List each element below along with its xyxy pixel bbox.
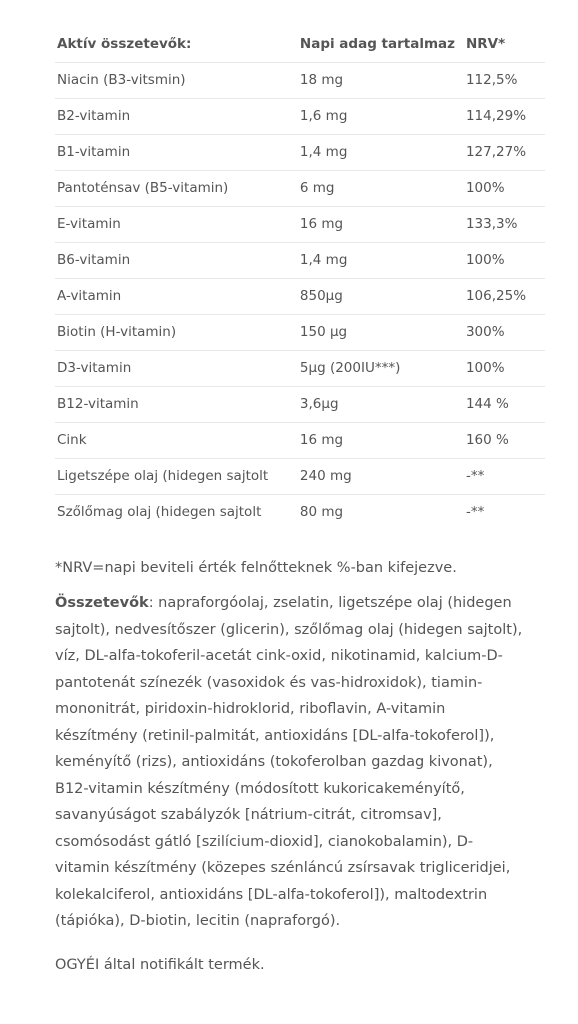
ingredient-nrv: 106,25% xyxy=(465,288,527,304)
ingredient-amount: 16 mg xyxy=(299,432,344,448)
table-row xyxy=(55,458,545,494)
ingredient-name: Cink xyxy=(57,432,87,448)
ingredient-name: Szőlőmag olaj (hidegen sajtolt xyxy=(57,504,262,521)
table-body xyxy=(55,62,545,530)
ingredient-nrv: 100% xyxy=(465,180,505,196)
ingredient-name: Pantoténsav (B5-vitamin) xyxy=(57,180,229,196)
ingredient-nrv: 100% xyxy=(465,360,505,376)
table-header xyxy=(55,26,545,62)
table-row xyxy=(55,386,545,422)
ingredient-amount: 240 mg xyxy=(299,468,352,484)
notification-statement: OGYÉI által notifikált termék. xyxy=(55,956,265,973)
table-row xyxy=(55,170,545,206)
ingredient-amount: 1,6 mg xyxy=(299,108,348,124)
ingredient-nrv: 133,3% xyxy=(465,216,518,232)
ingredient-amount: 1,4 mg xyxy=(299,252,348,268)
ingredients-label: Összetevők xyxy=(55,595,149,611)
ingredients-text: : napraforgóolaj, zselatin, ligetszépe olaj (hidegen sajtolt), nedvesítőszer (glicerin), szőlőmag olaj (hidegen sajtolt), víz, DL-alfa-tokoferil-acetát cink-oxid, nikotinamid, kalcium-D-pantotenát színezék (vasoxidok és vas-hidroxidok), tiamin-mononitrát, piridoxin-hidroklorid, riboflavin, A-vitamin készítmény (retinil-palmitát, antioxidáns [DL-alfa-tokoferol]), keményítő (rizs), antioxidáns (tokoferolban gazdag kivonat), B12-vitamin készítmény (módosított kukoricakeményítő, savanyúságot szabályzók [nátrium-citrát, citromsav], csomósodást gátló [szilícium-dioxid], cianokobalamin), D-vitamin készítmény (közepes szénláncú zsírsavak trigliceridjei, kolekalciferol, antioxidáns [DL-alfa-tokoferol]), maltodextrin (tápióka), D-biotin, lecitin (napraforgó). xyxy=(55,595,523,929)
ingredient-nrv: 114,29% xyxy=(465,108,527,124)
ingredient-nrv: 144 % xyxy=(465,396,509,412)
ingredient-nrv: 100% xyxy=(465,252,505,268)
table-row xyxy=(55,494,545,530)
ingredient-name: D3-vitamin xyxy=(57,360,132,376)
ingredient-nrv: 127,27% xyxy=(465,144,527,160)
ingredient-amount: 80 mg xyxy=(299,504,344,521)
nrv-footnote: *NRV=napi beviteli érték felnőtteknek %-ban kifejezve. xyxy=(55,560,457,576)
table-row xyxy=(55,422,545,458)
table-row xyxy=(55,98,545,134)
nutrition-table xyxy=(55,26,545,530)
ingredient-name: B1-vitamin xyxy=(57,144,131,160)
ingredient-name: B2-vitamin xyxy=(57,108,131,124)
product-info xyxy=(55,26,545,975)
header-daily-dose: Napi adag tartalmaz xyxy=(298,26,464,62)
ingredient-nrv: 160 % xyxy=(465,432,509,448)
ingredient-nrv: -** xyxy=(465,504,485,521)
header-nrv: NRV* xyxy=(464,26,545,62)
ingredient-name: Biotin (H-vitamin) xyxy=(57,324,177,340)
ingredient-amount: 5µg (200IU***) xyxy=(299,360,401,376)
header-active-ingredients: Aktív összetevők: xyxy=(55,26,298,62)
ingredient-name: Ligetszépe olaj (hidegen sajtolt xyxy=(57,468,269,484)
table-row xyxy=(55,350,545,386)
table-row xyxy=(55,62,545,98)
ingredient-amount: 1,4 mg xyxy=(299,144,348,160)
ingredient-name: A-vitamin xyxy=(57,288,122,304)
ingredient-amount: 18 mg xyxy=(299,72,344,88)
ingredient-name: B6-vitamin xyxy=(57,252,131,268)
ingredient-name: B12-vitamin xyxy=(57,396,139,412)
ingredients-paragraph xyxy=(55,590,525,935)
ingredient-nrv: 112,5% xyxy=(465,72,518,88)
table-row xyxy=(55,278,545,314)
ingredient-nrv: -** xyxy=(465,468,485,484)
ingredient-amount: 6 mg xyxy=(299,180,335,196)
ingredient-amount: 16 mg xyxy=(299,216,344,232)
table-row xyxy=(55,134,545,170)
header-row xyxy=(55,26,545,62)
table-row xyxy=(55,206,545,242)
ingredient-amount: 150 µg xyxy=(299,324,348,340)
ingredient-name: Niacin (B3-vitsmin) xyxy=(57,72,186,88)
table-row xyxy=(55,314,545,350)
ingredient-nrv: 300% xyxy=(465,324,505,340)
ingredient-amount: 3,6µg xyxy=(299,396,339,412)
ingredient-name: E-vitamin xyxy=(57,216,121,232)
table-row xyxy=(55,242,545,278)
ingredient-amount: 850µg xyxy=(299,288,343,304)
